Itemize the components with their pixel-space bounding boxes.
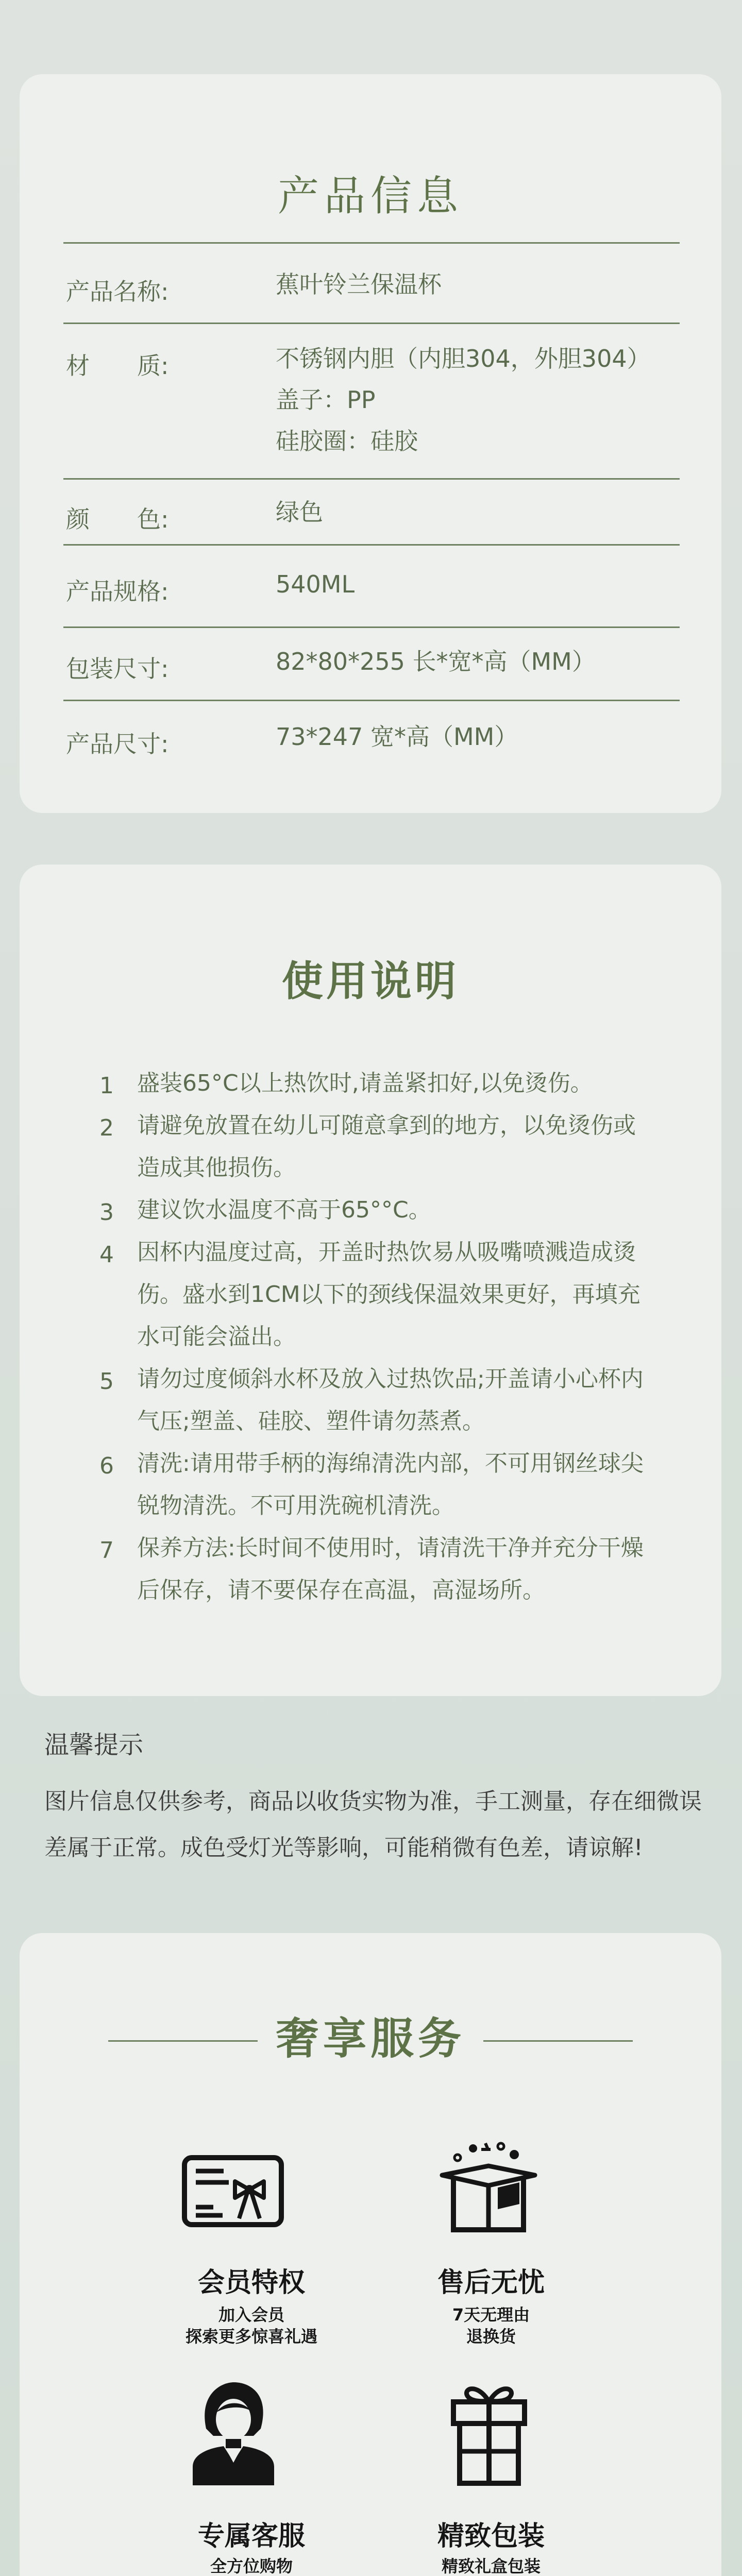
service-sub-1: 全方位购物 — [210, 2556, 293, 2576]
usage-item-text: 因杯内温度过高，开盖时热饮易从吸嘴喷溅造成烫伤。盛水到1CM以下的颈线保温效果更好，再填充水可能会溢出。 — [137, 1239, 640, 1350]
row-value-name: 蕉叶铃兰保温杯 — [276, 270, 442, 298]
usage-item-number: 7 — [99, 1537, 114, 1564]
divider — [63, 242, 680, 244]
row-label-color: 颜 色: — [66, 505, 169, 533]
usage-item-text: 请勿过度倾斜水杯及放入过热饮品;开盖请小心杯内气压;塑盖、硅胶、塑件请勿蒸煮。 — [137, 1366, 644, 1434]
usage-item-number: 2 — [99, 1115, 114, 1141]
usage-item-text: 清洗:请用带手柄的海绵清洗内部，不可用钢丝球尖锐物清洗。不可用洗碗机清洗。 — [137, 1450, 644, 1519]
row-value-material-2: 盖子：PP — [276, 386, 376, 414]
title-line-right — [483, 2040, 633, 2042]
row-value-package-size: 82*80*255 长*宽*高（MM） — [276, 648, 596, 675]
service-card — [20, 1933, 721, 2576]
divider — [63, 478, 680, 480]
row-label-name: 产品名称: — [66, 278, 169, 306]
usage-item-text: 建议饮水温度不高于65°°C。 — [137, 1197, 431, 1223]
service-name: 精致包装 — [437, 2521, 545, 2552]
service-sub-1: 精致礼盒包装 — [441, 2556, 541, 2576]
usage-item-number: 4 — [99, 1242, 114, 1268]
open-box-icon — [437, 2139, 540, 2237]
usage-item-text: 保养方法:长时间不使用时，请清洗干净并充分干燥后保存，请不要保存在高温，高湿场所。 — [137, 1535, 644, 1603]
service-sub-2: 探索更多惊喜礼遇 — [185, 2327, 317, 2346]
product-info-title: 产品信息 — [278, 172, 463, 220]
tips-text: 图片信息仅供参考，商品以收货实物为准，手工测量，存在细微误差属于正常。成色受灯光等影响，可能稍微有色差，请谅解! — [44, 1788, 702, 1861]
tips-title: 温馨提示 — [44, 1731, 144, 1759]
service-name: 售后无忧 — [437, 2267, 545, 2298]
divider — [63, 323, 680, 324]
service-title: 奢享服务 — [275, 2013, 465, 2064]
row-label-package-size: 包装尺寸: — [66, 655, 169, 683]
membership-card-icon — [181, 2154, 284, 2236]
divider — [63, 626, 680, 628]
usage-card — [20, 865, 721, 1696]
service-sub-2: 退换货 — [466, 2327, 516, 2346]
usage-item-text: 盛装65°C以上热饮时,请盖紧扣好,以免烫伤。 — [137, 1070, 593, 1096]
row-value-product-size: 73*247 宽*高（MM） — [276, 723, 518, 751]
service-name: 专属客服 — [197, 2521, 305, 2552]
service-name: 会员特权 — [197, 2267, 305, 2298]
row-value-color: 绿色 — [276, 498, 323, 526]
service-sub-1: 加入会员 — [218, 2305, 284, 2325]
divider — [63, 700, 680, 701]
row-value-material-1: 不锈钢内胆（内胆304，外胆304） — [276, 345, 651, 372]
divider — [63, 544, 680, 546]
row-label-spec: 产品规格: — [66, 578, 169, 605]
usage-item-text: 请避免放置在幼儿可随意拿到的地方，以免烫伤或造成其他损伤。 — [137, 1112, 636, 1181]
service-sub-1: 7天无理由 — [452, 2305, 530, 2325]
row-label-product-size: 产品尺寸: — [66, 730, 169, 758]
usage-item-number: 3 — [99, 1199, 114, 1226]
usage-item-number: 6 — [99, 1453, 114, 1479]
usage-title: 使用说明 — [282, 957, 459, 1005]
row-value-material-3: 硅胶圈：硅胶 — [276, 427, 418, 455]
gift-box-icon — [445, 2379, 533, 2487]
product-info-card — [20, 74, 721, 813]
row-label-material: 材 质: — [66, 352, 169, 380]
usage-item-number: 1 — [99, 1073, 114, 1099]
row-value-spec: 540ML — [276, 570, 355, 598]
usage-item-number: 5 — [99, 1368, 114, 1395]
customer-service-agent-icon — [190, 2379, 277, 2487]
